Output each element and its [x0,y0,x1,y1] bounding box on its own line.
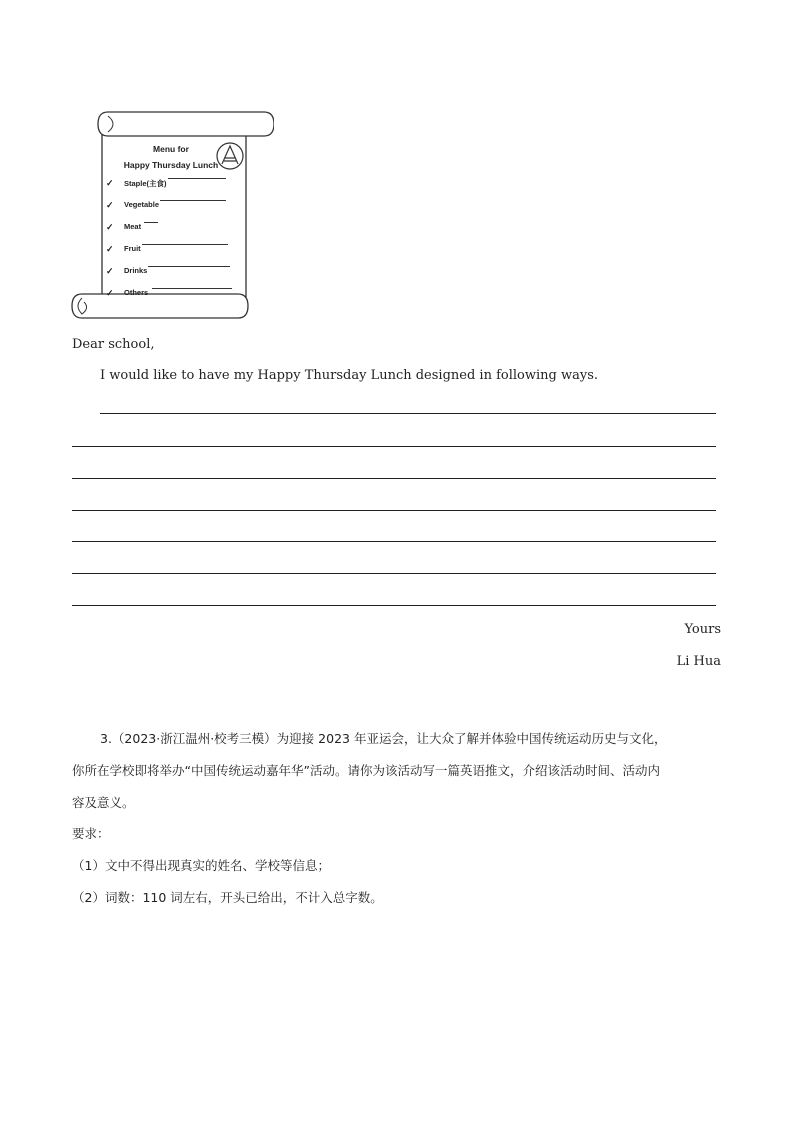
blank-line [160,200,226,201]
blank-line [144,222,158,223]
letter-signature: Li Hua [676,654,721,669]
letter-opening: I would like to have my Happy Thursday Lunch designed in following ways. [100,368,598,383]
writing-line[interactable] [72,573,716,574]
requirements-label: 要求： [72,826,110,841]
check-icon: ✓ [106,222,114,232]
check-icon: ✓ [106,200,114,210]
requirement-2: （2）词数：110 词左右，开头已给出，不计入总字数。 [72,890,383,905]
letter-closing: Yours [684,622,721,637]
writing-line[interactable] [72,446,716,447]
menu-title-line2: Happy Thursday Lunch [123,160,219,170]
letter-greeting: Dear school, [72,337,155,352]
menu-item-label: Drinks [124,266,148,275]
check-icon: ✓ [106,266,114,276]
writing-line[interactable] [72,605,716,606]
menu-item-label: Fruit [124,244,141,253]
writing-line[interactable] [72,478,716,479]
writing-line[interactable] [100,413,716,414]
question-line2: 你所在学校即将举办“中国传统运动嘉年华”活动。请你为该活动写一篇英语推文，介绍该活动时间、活动内 [72,763,660,778]
blank-line [142,244,228,245]
check-icon: ✓ [106,178,114,188]
scroll-drawing [68,108,274,326]
menu-scroll-illustration [68,108,274,326]
menu-item-label: Staple(主食) [124,179,167,188]
blank-line [152,288,232,289]
check-icon: ✓ [106,288,114,298]
writing-line[interactable] [72,541,716,542]
menu-title-line1: Menu for [153,144,189,154]
requirement-1: （1）文中不得出现真实的姓名、学校等信息； [72,858,330,873]
question-line1: 3.（2023·浙江温州·校考三模）为迎接 2023 年亚运会，让大众了解并体验中国传统运动历史与文化， [100,731,667,746]
menu-item-label: Meat [124,222,142,231]
blank-line [148,266,230,267]
blank-line [168,178,226,179]
menu-item-label: Vegetable [124,200,160,209]
writing-line[interactable] [72,510,716,511]
check-icon: ✓ [106,244,114,254]
menu-item-label: Others [124,288,149,297]
question-line3: 容及意义。 [72,795,135,810]
